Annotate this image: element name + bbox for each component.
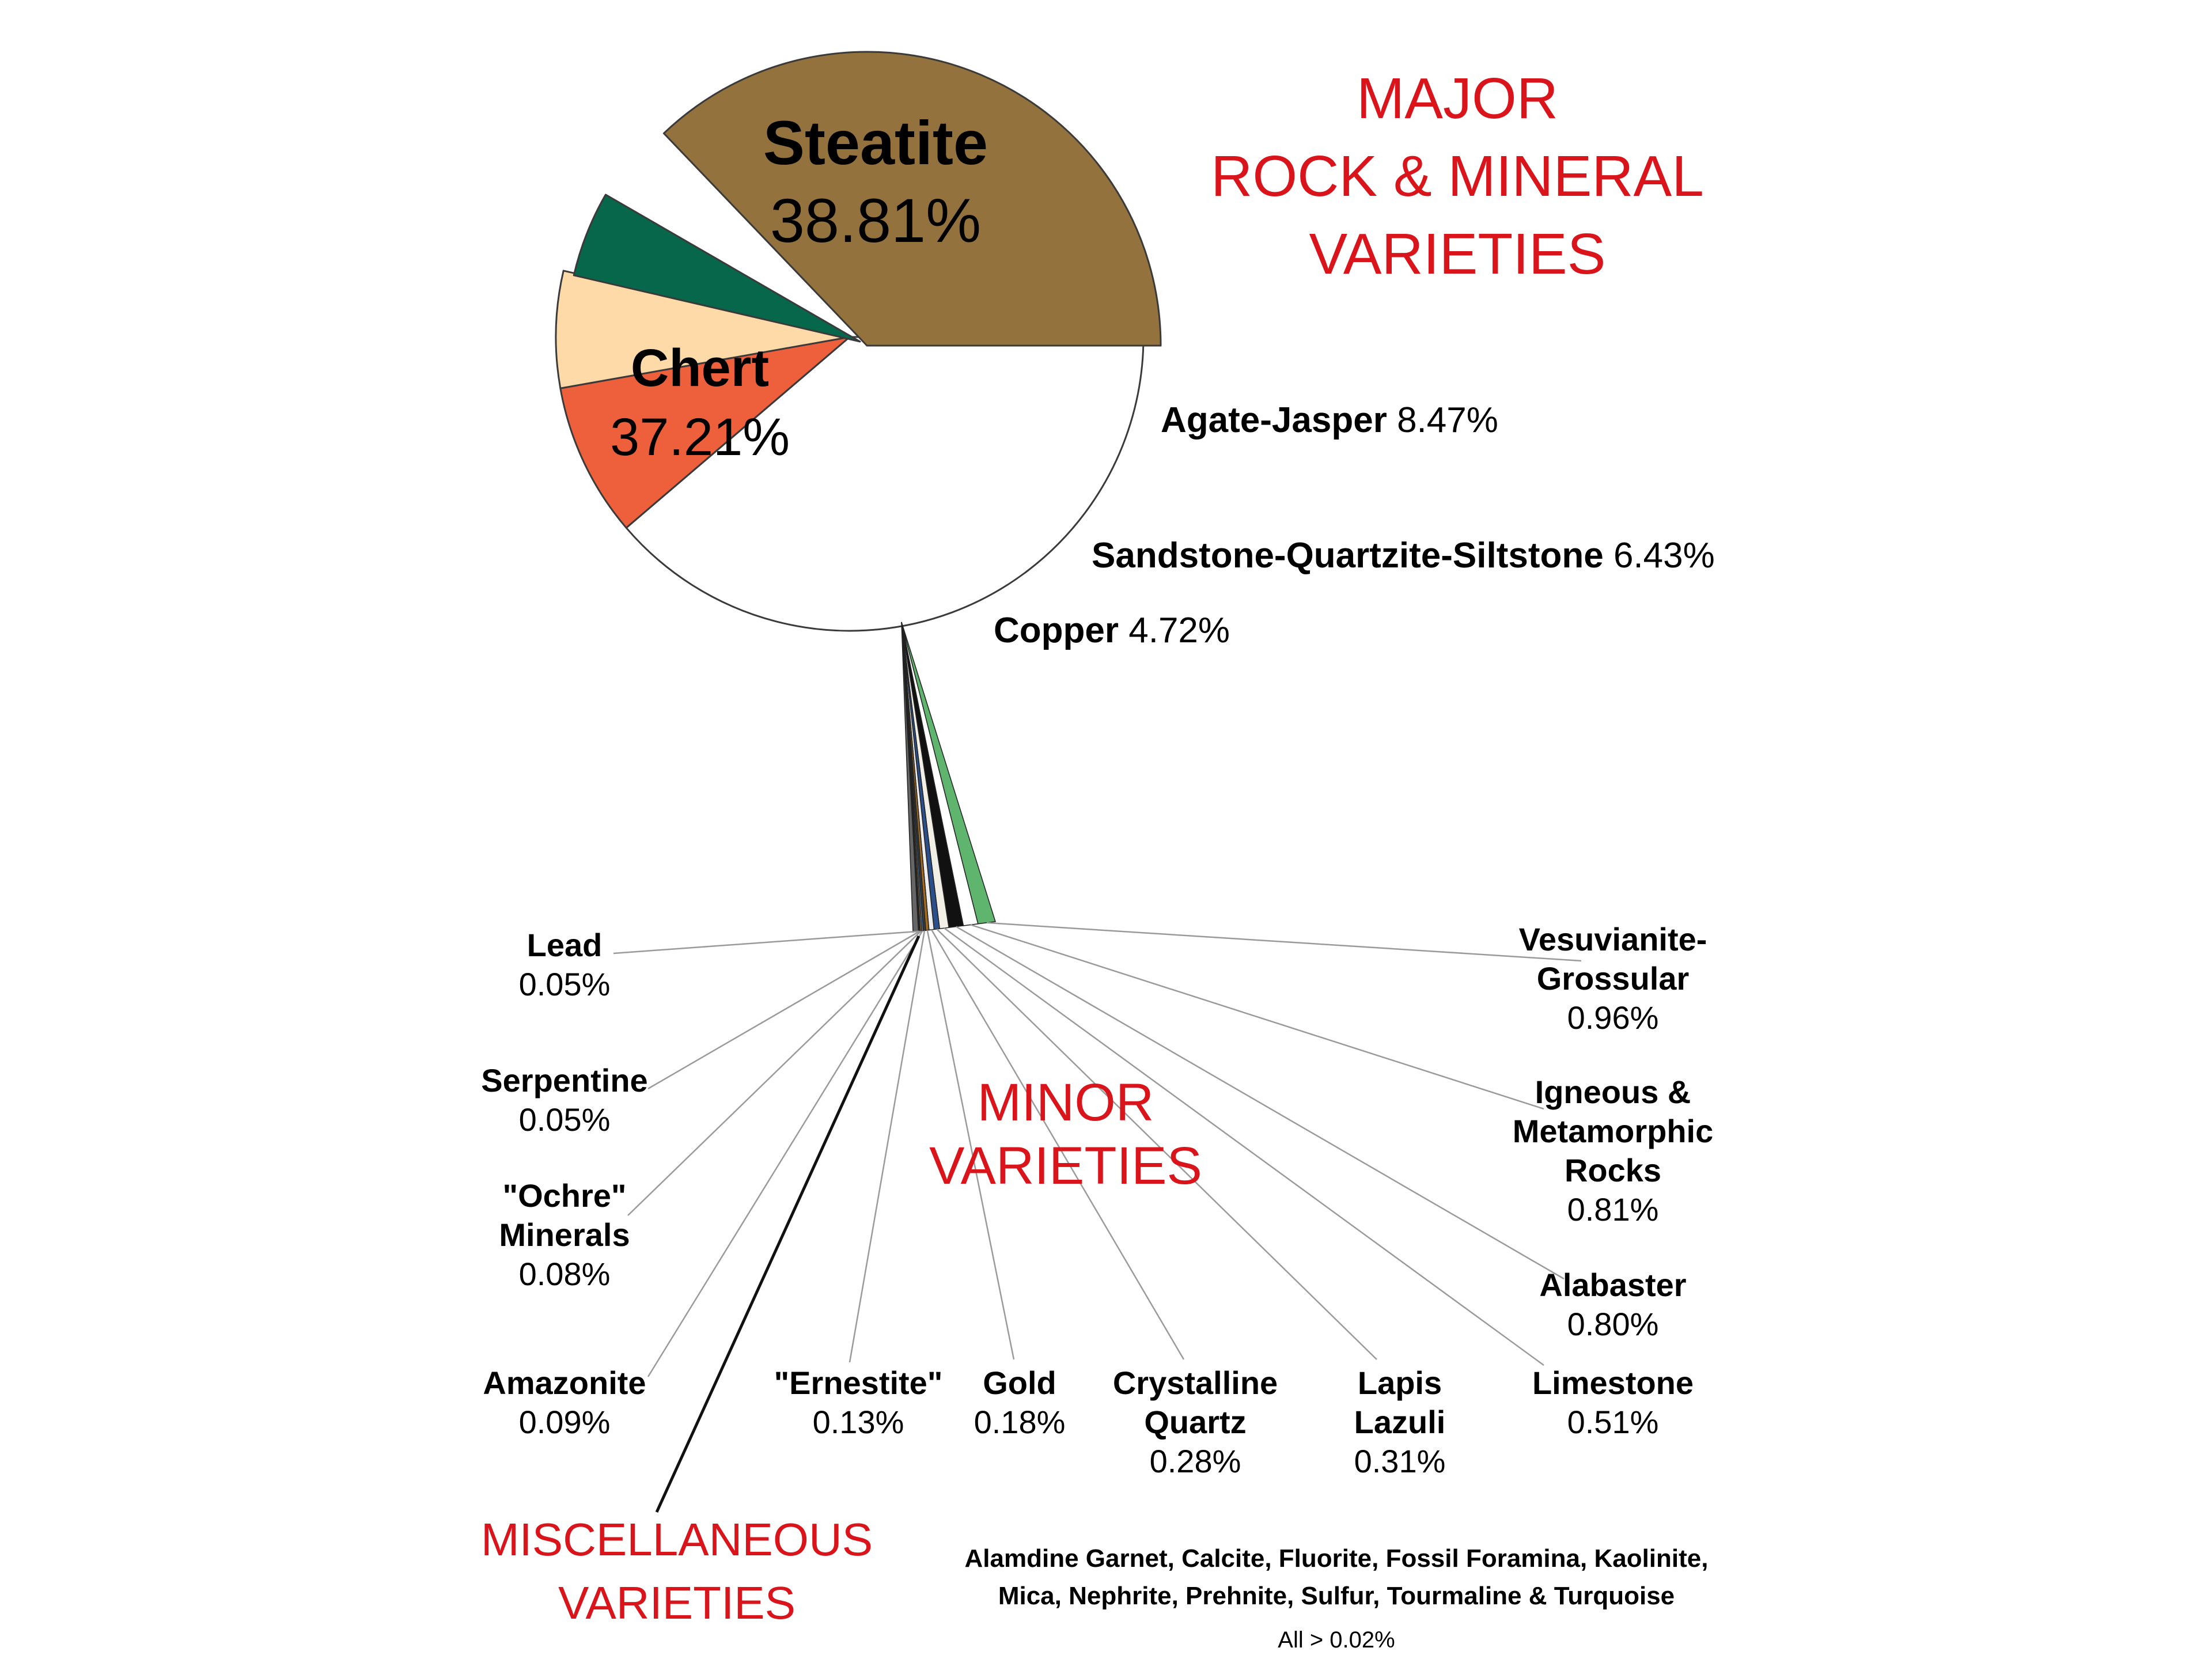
minor-label-amazonite-pct: 0.09% (518, 1404, 611, 1440)
major-heading-line-2: ROCK & MINERAL (1211, 144, 1704, 209)
minor-label-alabaster-pct: 0.80% (1567, 1306, 1659, 1342)
minor-label-vesuvianite-grossular-name-1: Vesuvianite- (1518, 921, 1707, 957)
minor-label-limestone-name-1: Limestone (1532, 1365, 1694, 1401)
minor-label-ernestite-pct: 0.13% (812, 1404, 904, 1440)
misc-list-line-2: Mica, Nephrite, Prehnite, Sulfur, Tourmaline & Turquoise (998, 1582, 1675, 1610)
minor-label-igneous-metamorphic-rocks-name-1: Igneous & (1535, 1074, 1691, 1110)
label-sandstone-quartzite-siltstone: Sandstone-Quartzite-Siltstone 6.43% (1092, 536, 1715, 575)
minor-label-lapis-lazuli-name-2: Lazuli (1354, 1404, 1446, 1440)
minor-label-ochre-minerals-name-1: "Ochre" (502, 1177, 627, 1214)
minor-label-amazonite-name-1: Amazonite (483, 1365, 646, 1401)
misc-heading-line-2: VARIETIES (558, 1577, 796, 1628)
misc-heading-line-1: MISCELLANEOUS (480, 1514, 873, 1565)
minor-label-gold-name-1: Gold (983, 1365, 1056, 1401)
minor-label-igneous-metamorphic-rocks-pct: 0.81% (1567, 1191, 1659, 1228)
minor-label-ochre-minerals-name-2: Minerals (499, 1217, 630, 1253)
leader-serpentine (648, 931, 920, 1089)
minor-label-ernestite-name-1: "Ernestite" (774, 1365, 943, 1401)
label-steatite-name: Steatite (763, 108, 988, 177)
minor-label-crystalline-quartz-name-2: Quartz (1144, 1404, 1247, 1440)
misc-list-line-1: Alamdine Garnet, Calcite, Fluorite, Fossil Foramina, Kaolinite, (964, 1544, 1709, 1573)
minor-label-alabaster-name-1: Alabaster (1539, 1267, 1687, 1303)
minor-label-vesuvianite-grossular-name-2: Grossular (1536, 960, 1690, 997)
minor-label-vesuvianite-grossular-pct: 0.96% (1567, 999, 1659, 1036)
label-agate-jasper: Agate-Jasper 8.47% (1161, 400, 1498, 440)
minor-label-igneous-metamorphic-rocks-name-2: Metamorphic (1512, 1113, 1714, 1149)
label-chert-name: Chert (630, 339, 770, 397)
minor-label-gold-pct: 0.18% (974, 1404, 1066, 1440)
minor-label-ochre-minerals-pct: 0.08% (518, 1256, 611, 1292)
leader-vesuvianite-grossular (987, 923, 1581, 961)
label-copper: Copper 4.72% (994, 611, 1230, 650)
minor-label-limestone-pct: 0.51% (1567, 1404, 1659, 1440)
minor-label-lapis-lazuli-pct: 0.31% (1354, 1443, 1446, 1479)
minor-label-igneous-metamorphic-rocks-name-3: Rocks (1564, 1152, 1662, 1188)
minor-label-lead-pct: 0.05% (518, 966, 611, 1002)
minor-label-lead-name-1: Lead (527, 927, 603, 963)
major-heading-line-1: MAJOR (1357, 66, 1558, 131)
minor-heading-line-2: VARIETIES (929, 1137, 1202, 1195)
label-steatite-pct: 38.81% (770, 185, 982, 255)
minor-label-crystalline-quartz-pct: 0.28% (1149, 1443, 1241, 1479)
major-heading-line-3: VARIETIES (1309, 222, 1606, 286)
label-chert-pct: 37.21% (609, 408, 790, 467)
leader-amazonite (648, 931, 923, 1377)
minor-wedge (902, 622, 995, 932)
minor-label-serpentine-pct: 0.05% (518, 1101, 611, 1138)
leader-lead (613, 931, 919, 953)
minor-label-serpentine-name-1: Serpentine (481, 1062, 648, 1099)
leader-ernestite (850, 931, 925, 1363)
minor-label-crystalline-quartz-name-1: Crystalline (1112, 1365, 1278, 1401)
minor-heading-line-1: MINOR (977, 1073, 1154, 1132)
minor-label-lapis-lazuli-name-1: Lapis (1357, 1365, 1442, 1401)
misc-note: All > 0.02% (1278, 1627, 1395, 1653)
